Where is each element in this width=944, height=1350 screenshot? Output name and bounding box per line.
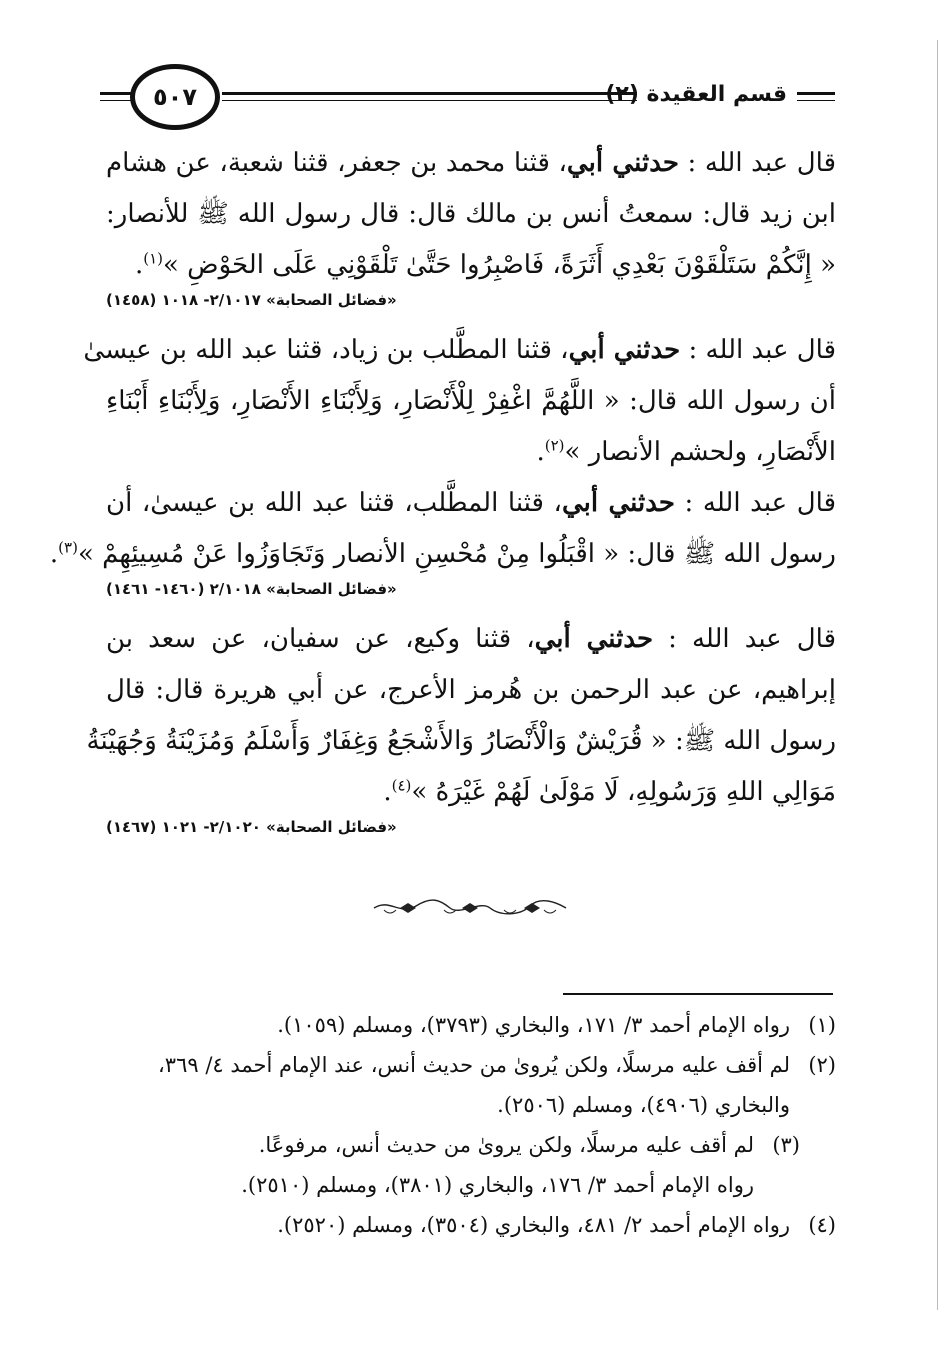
footnote-ref: (١) <box>143 249 163 268</box>
footnote <box>106 1045 836 1125</box>
footnote-number: (٢) <box>808 1053 836 1077</box>
footnote-text <box>106 1005 790 1045</box>
narrator-emphasis: حدثني أبي <box>566 148 679 178</box>
text-line <box>83 325 836 376</box>
text-line <box>106 478 836 529</box>
line-text: قال عبد الله : <box>680 335 836 365</box>
footnote-separator <box>563 993 833 995</box>
line-text: قال عبد الله : <box>674 488 837 518</box>
line-text: مَوَالِي اللهِ وَرَسُولِهِ، لَا مَوْلَىٰ لَهُمْ غَيْرَهُ » <box>411 777 836 807</box>
footnote-ref: (٢) <box>544 436 565 455</box>
narrator-emphasis: حدثني أبي <box>561 488 675 518</box>
footnote-number: (١) <box>808 1013 836 1037</box>
narrator-emphasis: حدثني أبي <box>534 624 654 654</box>
line-text: ، قثنا المطَّلب بن زياد، قثنا عبد الله بن عيسىٰ <box>83 335 569 365</box>
text-line <box>106 189 836 240</box>
footnote-text <box>106 1125 754 1205</box>
footnote <box>106 1205 836 1245</box>
text-line <box>106 376 836 427</box>
footnotes <box>106 1005 836 1245</box>
narrator-emphasis: حدثني أبي <box>568 335 681 365</box>
hadith-paragraph <box>49 478 837 602</box>
footnote-line: رواه الإمام أحمد ٣/ ١٧٦، والبخاري (٣٨٠١)، ومسلم (٢٥١٠). <box>241 1173 754 1197</box>
footnote-line: لم أقف عليه مرسلًا، ولكن يُروىٰ من حديث أنس، عند الإمام أحمد ٤/ ٣٦٩، <box>158 1053 790 1077</box>
text-line <box>106 614 836 665</box>
line-end-punct: . <box>536 437 545 467</box>
line-text: قال عبد الله : <box>678 148 837 178</box>
line-text: ، قثنا المطَّلب، قثنا عبد الله بن عيسىٰ، أن <box>106 488 562 518</box>
header-rule <box>797 92 835 95</box>
line-text: ، قثنا محمد بن جعفر، قثنا شعبة، عن هشام <box>106 148 567 178</box>
decorative-divider-icon <box>370 896 570 918</box>
footnote-line: لم أقف عليه مرسلًا، ولكن يروىٰ من حديث أنس، مرفوعًا. <box>258 1133 754 1157</box>
hadith-paragraph <box>106 138 836 313</box>
source-citation: «فضائل الصحابة» ٢/١٠٢٠- ١٠٢١ (١٤٦٧) <box>106 818 397 836</box>
source-citation: «فضائل الصحابة» ٢/١٠١٧- ١٠١٨ (١٤٥٨) <box>106 291 397 309</box>
footnote-line: رواه الإمام أحمد ٢/ ٤٨١، والبخاري (٣٥٠٤)، ومسلم (٢٥٢٠). <box>277 1213 790 1237</box>
line-text: ، قثنا وكيع، عن سفيان، عن سعد بن <box>106 624 535 654</box>
page-number <box>130 64 220 130</box>
footnote <box>106 1125 836 1205</box>
line-text: ابن زيد قال: سمعتُ أنس بن مالك قال: قال رسول الله ﷺ للأنصار: <box>106 199 836 229</box>
header-rule <box>797 100 835 101</box>
line-text: قال عبد الله : <box>653 624 836 654</box>
main-text <box>49 138 837 852</box>
header-rule <box>222 100 637 101</box>
text-line <box>106 427 836 478</box>
text-line <box>106 240 836 291</box>
header-rule <box>222 92 637 95</box>
text-line <box>49 529 836 580</box>
line-text: رسول الله ﷺ قال: « اقْبَلُوا مِنْ مُحْسِنِ الأنصار وَتَجَاوَزُوا عَنْ مُسِيئِهِمْ » <box>77 539 836 569</box>
text-line <box>86 716 836 767</box>
text-line <box>106 767 836 818</box>
line-end-punct: . <box>49 539 59 569</box>
line-text: إبراهيم، عن عبد الرحمن بن هُرمز الأعرج، عن أبي هريرة قال: قال <box>106 675 836 705</box>
line-text: الأَنْصَارِ، ولحشم الأنصار » <box>564 437 836 467</box>
line-end-punct: . <box>383 777 392 807</box>
footnote-line: رواه الإمام أحمد ٣/ ١٧١، والبخاري (٣٧٩٣)، ومسلم (١٠٥٩). <box>277 1013 790 1037</box>
footnote <box>106 1005 836 1045</box>
section-title: قسم العقيدة (٢) <box>605 82 787 107</box>
page-header <box>100 62 835 132</box>
footnote-number: (٣) <box>772 1133 800 1157</box>
line-end-punct: . <box>134 250 144 280</box>
footnote-ref: (٤) <box>391 776 412 795</box>
hadith-paragraph <box>86 614 836 840</box>
footnote-text <box>106 1045 790 1125</box>
text-line <box>106 138 836 189</box>
hadith-paragraph <box>83 325 836 478</box>
footnote-ref: (٣) <box>58 538 78 557</box>
source-citation: «فضائل الصحابة» ٢/١٠١٨ (١٤٦٠- ١٤٦١) <box>106 580 397 598</box>
footnote-text <box>106 1205 790 1245</box>
line-text: « إِنَّكُمْ سَتَلْقَوْنَ بَعْدِي أَثَرَةً، فَاصْبِرُوا حَتَّىٰ تَلْقَوْنِي عَلَى الحَوْضِ » <box>162 250 836 280</box>
line-text: أن رسول الله قال: « اللَّهُمَّ اغْفِرْ لِلْأَنْصَارِ، وَلِأَبْنَاءِ الأَنْصَارِ، وَلِأَبْنَاءِ أَبْنَاءِ <box>106 386 836 416</box>
footnote-number: (٤) <box>808 1213 836 1237</box>
page-edge-line <box>937 40 938 1310</box>
line-text: رسول الله ﷺ: « قُرَيْشٌ وَالْأَنْصَارُ وَالأَشْجَعُ وَغِفَارٌ وَأَسْلَمُ وَمُزَيْنَةُ وَجُهَيْنَةُ <box>86 726 836 756</box>
text-line <box>106 665 836 716</box>
footnote-line: والبخاري (٤٩٠٦)، ومسلم (٢٥٠٦). <box>497 1093 790 1117</box>
page-number-text: ٥٠٧ <box>153 83 197 111</box>
